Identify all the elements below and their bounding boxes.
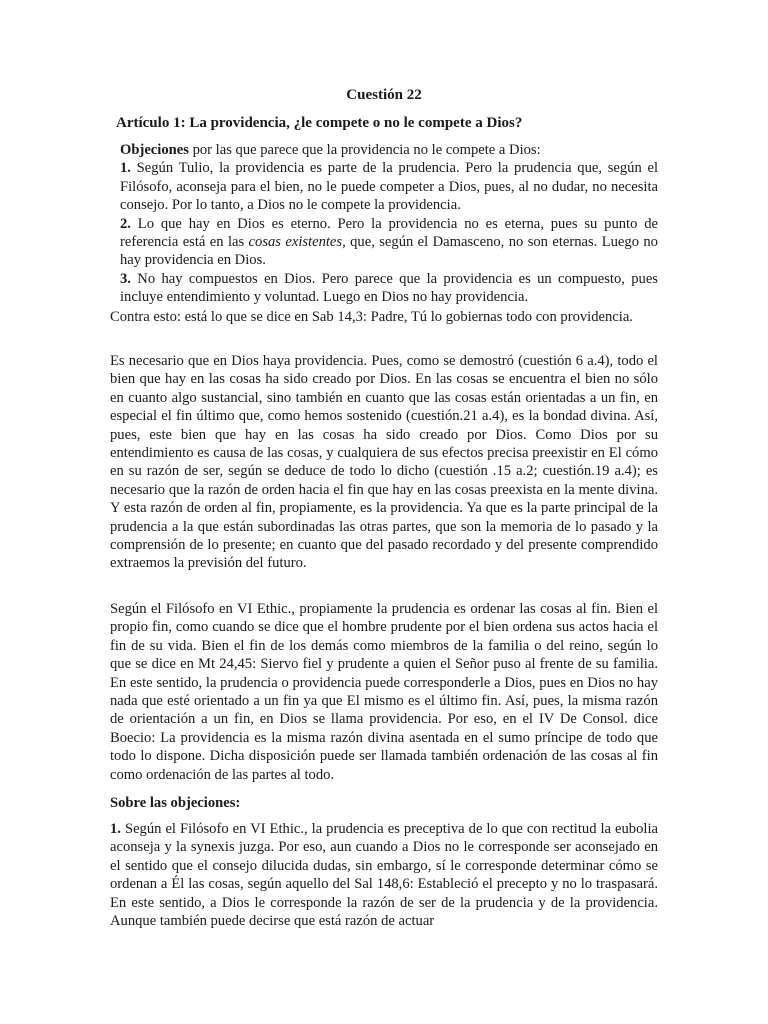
objection-2 — [110, 215, 658, 270]
objection-text: que, según el Damasceno, no son eternas. Luego no hay providencia en Dios. — [120, 234, 658, 269]
question-title: Cuestión 22 — [346, 87, 422, 103]
body-paragraph-1: Es necesario que en Dios haya providencia. Pues, como se demostró (cuestión 6 a.4), todo el bien que hay en las cosas ha sido creado por Dios. En las cosas se encuentra el bien no sólo en cuanto algo sustancial, sino también en cuanto que las cosas están orientadas a un fin, en especial el fin último que, como hemos sostenido (cuestión.21 a.4), es la bondad divina. Así, pues, este bien que hay en las cosas ha sido creado por Dios. Como Dios por su entendimiento es causa de las cosas, y cualquiera de sus efectos precisa preexistir en El cómo en su razón de ser, según se deduce de todo lo dicho (cuestión .15 a.2; cuestión.19 a.4); es necesario que la razón de orden hacia el fin que hay en las cosas preexista en la mente divina. Y esta razón de orden al fin, propiamente, es la providencia. Ya que es la parte principal de la prudencia a la que están subordinadas las otras partes, que son la memoria de lo pasado y la comprensión de lo presente; en cuanto que del pasado recordado y del presente comprendido extraemos la previsión del futuro. — [110, 353, 658, 572]
reply-number: 1. — [110, 821, 121, 837]
objection-number: 2. — [120, 215, 131, 232]
objections-section — [110, 141, 658, 307]
reply-text: Según el Filósofo en VI Ethic., la prudencia es preceptiva de lo que con rectitud la eubolia aconseja y la synexis juzga. Por eso, aun cuando a Dios no le corresponde ser aconsejado en el sentido que el consejo dilucida dudas, sin embargo, sí le corresponde determinar cómo se ordenan a Él las cosas, según aquello del Sal 148,6: Estableció el precepto y no lo traspasará. En este sentido, a Dios le corresponde la razón de ser de la prudencia y de la providencia. Aunque también puede decirse que está razón de actuar — [110, 821, 658, 930]
objection-number: 3. — [120, 270, 131, 287]
objections-label: Objeciones — [120, 142, 189, 158]
objection-italic-text: cosas existentes, — [248, 234, 346, 251]
objection-text: Según Tulio, la providencia es parte de la prudencia. Pero la prudencia que, según el Filósofo, aconseja para el bien, no le puede competer a Dios, pues, al no dudar, no necesita consejo. Por lo tanto, a Dios no le compete la providencia. — [120, 160, 658, 214]
objection-number: 1. — [120, 160, 131, 177]
objections-intro-text: por las que parece que la providencia no le compete a Dios: — [188, 142, 541, 158]
body-paragraph-2: Según el Filósofo en VI Ethic., propiamente la prudencia es ordenar las cosas al fin. Bien el propio fin, como cuando se dice que el hombre prudente por el bien ordena sus actos hacia el fin de su vida. Bien el fin de los demás como miembros de la familia o del reino, según lo que se dice en Mt 24,45: Siervo fiel y prudente a quien el Señor puso al frente de su familia. En este sentido, la prudencia o providencia puede corresponderle a Dios, pues en Dios no hay nada que esté orientado a un fin ya que El mismo es el último fin. Así, pues, la misma razón de orientación a un fin, en Dios se llama providencia. Por eso, en el IV De Consol. dice Boecio: La providencia es la misma razón divina asentada en el sumo príncipe de todo que todo lo dispone. Dicha disposición puede ser llamada también ordenación de las cosas al fin como ordenación de las partes al todo. — [110, 601, 658, 783]
objections-intro — [110, 141, 658, 159]
objection-text: No hay compuestos en Dios. Pero parece que la providencia es un compuesto, pues incluye entendimiento y voluntad. Luego en Dios no hay providencia. — [120, 270, 658, 306]
objection-text: Lo que hay en Dios es eterno. Pero la providencia no es eterna, pues su punto de referencia está en las — [120, 215, 658, 251]
objection-3 — [110, 270, 658, 307]
sed-contra: Contra esto: está lo que se dice en Sab 14,3: Padre, Tú lo gobiernas todo con providencia. — [110, 309, 633, 325]
reply-1 — [110, 820, 658, 930]
replies-heading: Sobre las objeciones: — [110, 795, 241, 811]
article-heading: Artículo 1: La providencia, ¿le compete o no le compete a Dios? — [116, 115, 523, 131]
objection-1 — [110, 159, 658, 214]
